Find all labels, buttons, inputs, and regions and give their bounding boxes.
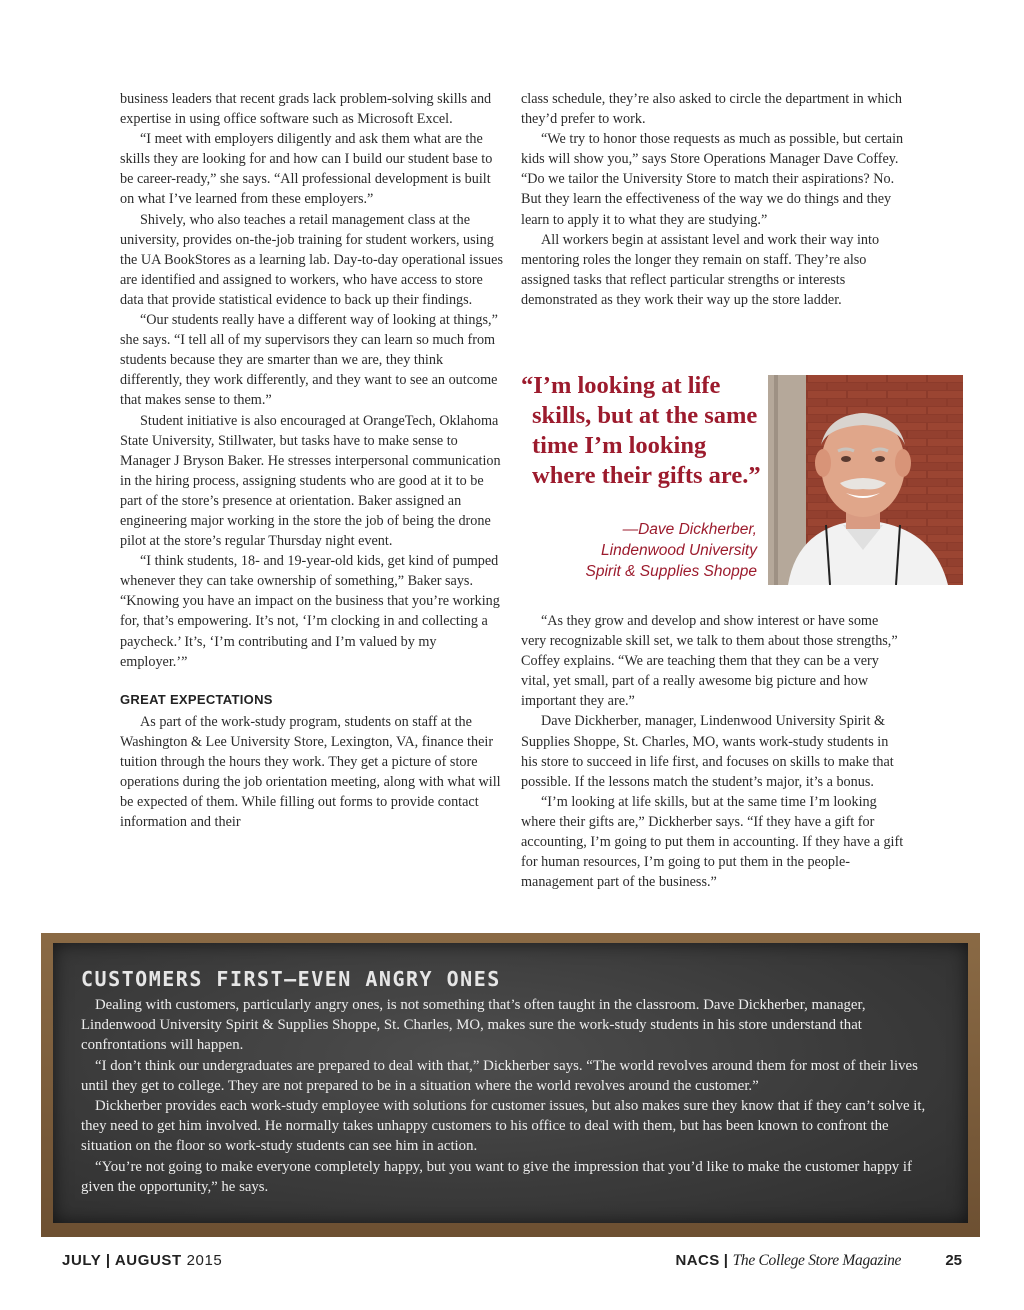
body-paragraph: “As they grow and develop and show interest or have some very recognizable skill set, we talk to them about those strengths,” Coffey explains. “We are teaching them that they can be a very vital, yet small, part of a really awesome big picture and how important they are.” bbox=[521, 613, 898, 710]
issue-months: JULY | AUGUST bbox=[62, 1252, 182, 1269]
body-paragraph: “I’m looking at life skills, but at the same time I’m looking where their gifts are,” Dickherber says. “If they have a gift for accounting, I’m going to put them in accounting. If they have a gift for human resources, I’m going to put them in the people-management part of the business.” bbox=[521, 793, 904, 891]
attribution-organization: Lindenwood University bbox=[601, 542, 757, 559]
body-paragraph: As part of the work-study program, students on staff at the Washington & Lee University Store, Lexington, VA, finance their tuition through the hours they work. They get a picture of store operations during the job orientation meeting, along with what will be expected of them. While filling out forms to provide contact information and their bbox=[120, 713, 501, 831]
section-subhead: GREAT EXPECTATIONS bbox=[120, 691, 273, 707]
attribution-name: —Dave Dickherber, bbox=[622, 521, 757, 538]
body-paragraph: “Our students really have a different way of looking at things,” she says. “I tell all of my supervisors they can learn so much from students because they are smarter than we are, they think differently, they work differently, and they want to see an outcome that makes sense to them.” bbox=[120, 312, 498, 409]
pull-quote: “I’m looking at life skills, but at the same time I’m looking where their gifts are.” bbox=[521, 372, 761, 489]
body-paragraph: Shively, who also teaches a retail management class at the university, provides on-the-job training for student workers, using the UA BookStores as a learning lab. Day-to-day operational issues are identified and assigned to workers, who have access to store data that provide statistical evidence to back up their findings. bbox=[120, 211, 503, 308]
sidebar-paragraph: “You’re not going to make everyone completely happy, but you want to give the impression that you’d like to make the customer happy if given the opportunity,” he says. bbox=[81, 1158, 912, 1195]
sidebar-paragraph: Dickherber provides each work-study employee with solutions for customer issues, but also makes sure they know that if they can’t solve it, they need to get him involved. He normally takes unhappy customers to his office to deal with them, but has been known to confront the situation on the floor so work-study students can see him in action. bbox=[81, 1098, 926, 1155]
body-paragraph: Dave Dickherber, manager, Lindenwood University Spirit & Supplies Shoppe, St. Charles, MO, wants work-study students in his store to succeed in life first, and focuses on skills to make that possible. If the lessons match the student’s major, it’s a bonus. bbox=[521, 713, 894, 790]
attribution-store: Spirit & Supplies Shoppe bbox=[585, 563, 757, 580]
footer-issue-date bbox=[62, 1252, 222, 1269]
body-paragraph: class schedule, they’re also asked to circle the department in which they’d prefer to work. bbox=[521, 91, 902, 128]
issue-year: 2015 bbox=[186, 1252, 223, 1269]
page-number: 25 bbox=[945, 1252, 962, 1269]
body-paragraph: “We try to honor those requests as much as possible, but certain kids will show you,” says Store Operations Manager Dave Coffey. “Do we tailor the University Store to match their aspirations? No. But they learn the effectiveness of the way we do things and they learn to apply it to what they are studying.” bbox=[521, 131, 904, 228]
sidebar-title: CUSTOMERS FIRST—EVEN ANGRY ONES bbox=[81, 967, 501, 991]
sidebar-body bbox=[81, 995, 942, 1197]
sidebar-paragraph: “I don’t think our undergraduates are prepared to deal with that,” Dickherber says. “The world revolves around them for most of their lives until they get to college. They are not prepared to be in a situation where the world revolves around the customer.” bbox=[81, 1057, 918, 1094]
chalkboard-surface bbox=[53, 943, 968, 1223]
footer-separator: | bbox=[723, 1252, 729, 1269]
body-paragraph: Student initiative is also encouraged at OrangeTech, Oklahoma State University, Stillwater, but tasks have to make sense to Manager J Bryson Baker. He stresses interpersonal communication in the hiring process, assigning students who are good at it to be part of the store’s presence at orientation. Baker assigned an engineering major working in the store the job of being the drone pilot at the store’s regular Thursday night event. bbox=[120, 412, 501, 550]
sidebar-paragraph: Dealing with customers, particularly angry ones, is not something that’s often taught in the classroom. Dave Dickherber, manager, Lindenwood University Spirit & Supplies Shoppe, St. Charles, MO, makes sure the work-study students in his store understand that confrontations will happen. bbox=[81, 997, 866, 1054]
portrait-illustration bbox=[768, 375, 963, 585]
sidebar-chalkboard bbox=[41, 933, 980, 1237]
body-paragraph: “I meet with employers diligently and ask them what are the skills they are looking for and how can I build our student base to be career-ready,” she says. “All professional development is built on what I’ve learned from these employers.” bbox=[120, 131, 493, 208]
body-paragraph: All workers begin at assistant level and work their way into mentoring roles the longer they remain on staff. They’re also assigned tasks that reflect particular strengths or interests demonstrated as they work their way up the store ladder. bbox=[521, 231, 880, 308]
footer-publication bbox=[676, 1252, 962, 1270]
article-column-left bbox=[120, 89, 504, 832]
body-paragraph: business leaders that recent grads lack problem-solving skills and expertise in using office software such as Microsoft Excel. bbox=[120, 91, 492, 128]
portrait-photo bbox=[768, 375, 963, 585]
quote-attribution bbox=[527, 519, 757, 582]
article-column-right-bottom bbox=[521, 611, 905, 892]
article-column-right-top bbox=[521, 89, 905, 310]
publisher-brand: NACS bbox=[675, 1252, 720, 1269]
body-paragraph: “I think students, 18- and 19-year-old kids, get kind of pumped whenever they can take ownership of something,” Baker says. “Knowing you have an impact on the business that you’re working for, that’s empowering. It’s not, ‘I’m clocking in and collecting a paycheck.’ It’s, ‘I’m contributing and I’m valued by my employer.’” bbox=[120, 553, 500, 670]
magazine-name: The College Store Magazine bbox=[732, 1252, 902, 1269]
pull-quote-block bbox=[521, 369, 961, 587]
